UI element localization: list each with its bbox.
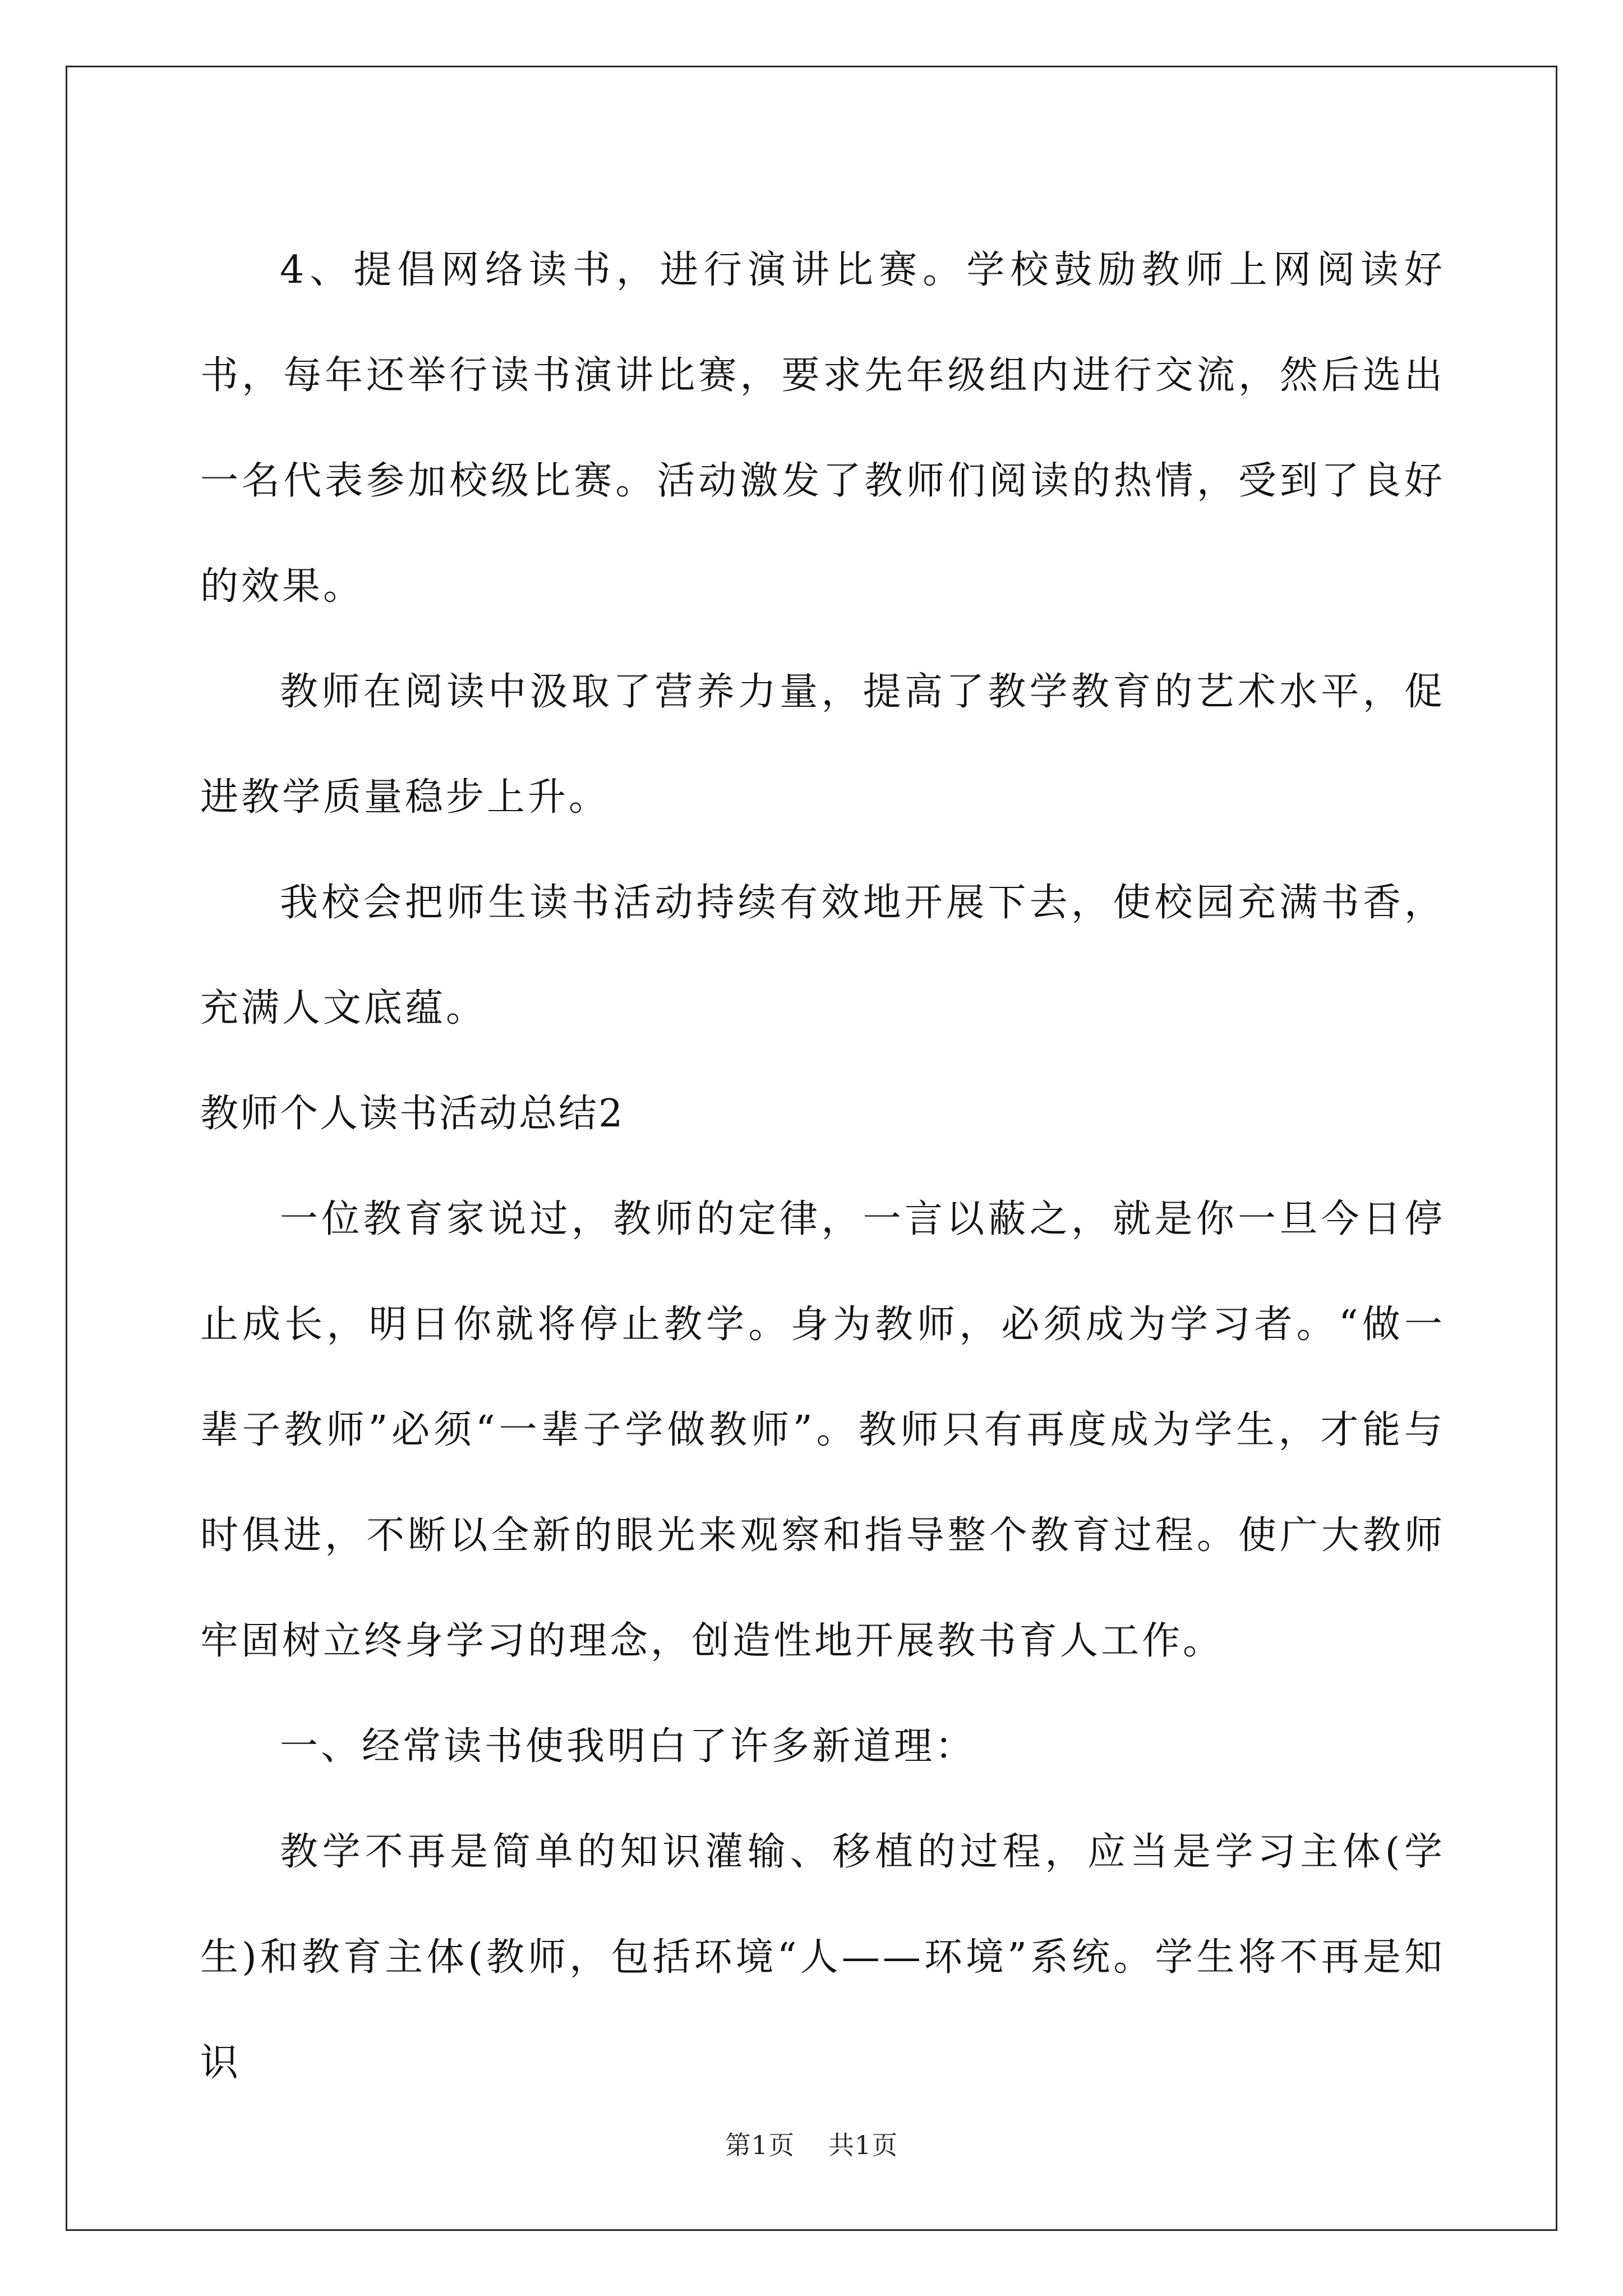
page-footer	[0, 2125, 1623, 2162]
paragraph-school-commitment: 我校会把师生读书活动持续有效地开展下去，使校园充满书香，充满人文底蕴。	[200, 881, 1445, 1030]
paragraph-reading-effect: 教师在阅读中汲取了营养力量，提高了教学教育的艺术水平，促进教学质量稳步上升。	[200, 670, 1445, 820]
document-body	[200, 218, 1445, 2116]
page-number: 第1页	[725, 2130, 795, 2160]
paragraph-point-one: 一、经常读书使我明白了许多新道理：	[280, 1724, 976, 1769]
section-title: 教师个人读书活动总结2	[200, 1092, 625, 1136]
page-total: 共1页	[828, 2130, 898, 2160]
paragraph-educator-quote: 一位教育家说过，教师的定律，一言以蔽之，就是你一旦今日停止成长，明日你就将停止教学。身为教师，必须成为学习者。“做一辈子教师”必须“一辈子学做教师”。教师只有再度成为学生，才能与时俱进，不断以全新的眼光来观察和指导整个教育过程。使广大教师牢固树立终身学习的理念，创造性地开展教书育人工作。	[200, 1197, 1445, 1663]
paragraph-reading-contest: 4、提倡网络读书，进行演讲比赛。学校鼓励教师上网阅读好书，每年还举行读书演讲比赛，要求先年级组内进行交流，然后选出一名代表参加校级比赛。活动激发了教师们阅读的热情，受到了良好的效果。	[200, 248, 1445, 609]
paragraph-teaching-process: 教学不再是简单的知识灌输、移植的过程，应当是学习主体(学生)和教育主体(教师，包括环境“人——环境”系统。学生将不再是知识	[200, 1830, 1445, 2085]
